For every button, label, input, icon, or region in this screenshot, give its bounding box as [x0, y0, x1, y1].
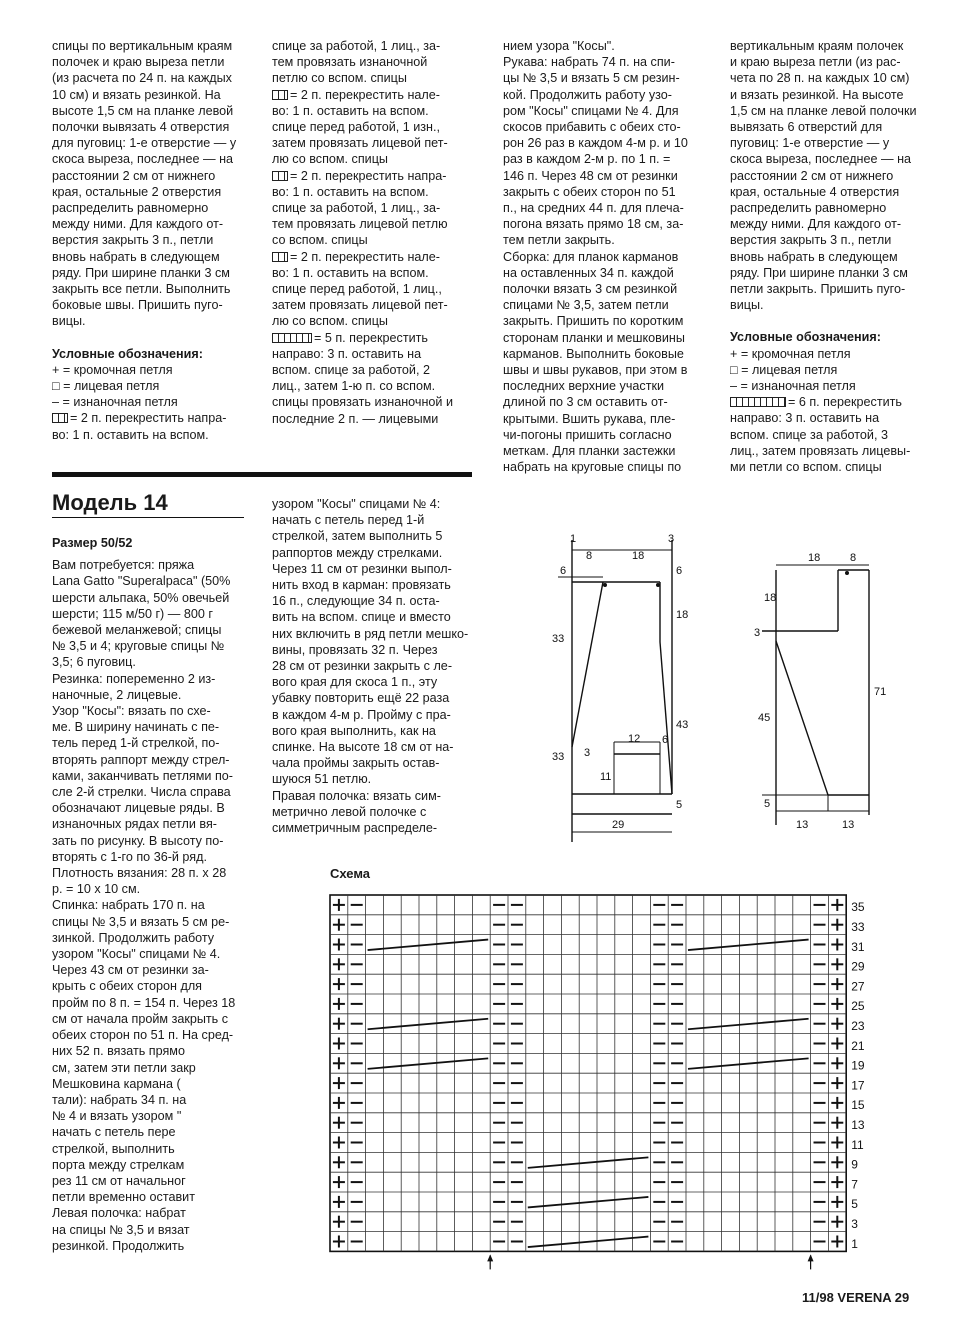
row-number: 3	[851, 1217, 858, 1232]
text-line: р. = 10 x 10 см.	[52, 882, 141, 897]
text-line: крытыми. Вшить рукава, пле-	[503, 411, 676, 426]
text-line: длиной по 3 см оставить от-	[503, 395, 668, 410]
text-line: метрично левой полочке с	[272, 804, 427, 819]
model-col-2	[272, 496, 472, 836]
text-line: 146 п. Через 48 см от резинки	[503, 168, 678, 183]
top-col-4	[730, 38, 932, 475]
text-line: меткам. Для планки застежки	[503, 444, 676, 459]
top-col-2	[272, 38, 474, 427]
text-line: + = кромочная петля	[52, 362, 173, 377]
text-line: боковые швы. Пришить пуго-	[52, 298, 223, 313]
text-line: вспом. спице за работой, 2	[272, 363, 430, 378]
text-line: последние 2 п. — лицевыми	[272, 411, 439, 426]
text-line: верстия закрыть 3 п., петли	[730, 233, 892, 248]
text-line: скоса выреза, последнее — на	[730, 152, 912, 167]
text-line: шуюся 51 петлю.	[272, 772, 372, 787]
row-number: 21	[851, 1038, 865, 1053]
model-col-1	[52, 535, 248, 1275]
text-line: № 3,5 и 4; круговые спицы №	[52, 639, 225, 654]
row-number: 11	[851, 1137, 864, 1152]
text-line: них 52 п. вязать прямо	[52, 1044, 185, 1059]
text-line: (из расчета по 24 п. на каждых	[52, 71, 232, 86]
text-line: петли временно оставит	[52, 1190, 195, 1205]
text-line: закрыть с обеих сторон по 51	[503, 184, 676, 199]
cable-symbol-icon	[272, 90, 288, 100]
title-underline	[52, 517, 244, 518]
text-line: вины, провязать 32 п. Через	[272, 642, 438, 657]
cable-symbol-icon	[272, 171, 288, 181]
front-label: 29	[612, 819, 625, 831]
top-col-3	[503, 38, 705, 475]
text-line: верстия закрыть 3 п., петли	[52, 233, 214, 248]
text-line: пуговиц: 1-е отверстие — у	[730, 136, 890, 151]
row-number: 5	[851, 1197, 858, 1212]
text-line: начать с петель пере	[52, 1125, 176, 1140]
front-label: 43	[676, 719, 689, 731]
text-line: Lana Gatto "Superalpaca" (50%	[52, 574, 231, 589]
text-line: + = кромочная петля	[730, 346, 851, 361]
text-line: полочки вывязать 4 отверстия	[52, 120, 230, 135]
text-line: последних верхние участки	[503, 379, 665, 394]
knitting-chart	[328, 893, 928, 1278]
cable-symbol-icon	[272, 252, 288, 262]
text-line: затем провязать лицевой пет-	[272, 298, 448, 313]
row-number: 25	[851, 999, 865, 1014]
front-label: 6	[560, 565, 567, 577]
text-line: кой. Продолжить работу узо-	[503, 87, 672, 102]
text-line: спице за работой, 1 лиц., за-	[272, 201, 441, 216]
text-line: между ними. Для каждого от-	[52, 217, 224, 232]
cable-symbol-icon	[52, 413, 68, 423]
text-line: сторонам планки и мешковины	[503, 330, 685, 345]
text-line: края, остальные 2 отверстия	[52, 184, 222, 199]
text-line: направо: 3 п. оставить на	[272, 346, 422, 361]
text-line: спице за работой, 1 лиц., за-	[272, 39, 441, 53]
text-line: Рукава: набрать 74 п. на спи-	[503, 55, 675, 70]
text-line: между ними. Для каждого от-	[730, 217, 902, 232]
text-line: Через 11 см от резинки выпол-	[272, 561, 452, 576]
sleeve-label: 18	[808, 552, 821, 564]
text-line: них включить в ряд петли мешко-	[272, 626, 469, 641]
text-line: лиц., затем 1-ю п. со вспом.	[272, 379, 436, 394]
text-line: расстоянии 2 см от нижнего	[730, 168, 894, 183]
text-line: скоса выреза, последнее — на	[52, 152, 234, 167]
row-number: 7	[851, 1177, 858, 1192]
text-line: = 6 п. перекрестить	[730, 394, 932, 410]
text-line: чета по 28 п. на каждых 10 см)	[730, 71, 910, 86]
text-line: скосов прибавить с обеих сто-	[503, 120, 681, 135]
text-line: спинке. На высоте 18 см от на-	[272, 740, 454, 755]
front-label: 8	[586, 550, 593, 562]
text-line: резинкой. Продолжить	[52, 1238, 185, 1253]
text-line: во: 1 п. оставить на вспом.	[52, 427, 209, 442]
text-line: закрыть все петли. Выполнить	[52, 282, 231, 297]
text-line: набрать на круговые спицы по	[503, 460, 682, 475]
text-line: = 2 п. перекрестить напра-	[272, 168, 474, 184]
text-line: направо: 3 п. оставить на	[730, 411, 880, 426]
text-line: □ = лицевая петля	[730, 362, 838, 377]
text-line: расстоянии 2 см от нижнего	[52, 168, 216, 183]
sleeve-label: 13	[842, 819, 855, 831]
text-line: спице перед работой, 1 изн.,	[272, 120, 441, 135]
text-line: петлю со вспом. спицы	[272, 71, 407, 86]
text-line: швы и швы рукавов, при этом в	[503, 363, 688, 378]
text-line: – = изнаночная петля	[730, 379, 856, 394]
text-line: Левая полочка: набрат	[52, 1206, 186, 1221]
text-line: ками, заканчивать петлями по-	[52, 768, 233, 783]
row-number: 9	[851, 1157, 858, 1172]
text-line: узором "Косы" спицами № 4.	[52, 947, 221, 962]
text-line: см от начала пройм закрыть с	[52, 1011, 229, 1026]
text-line: пройм по 8 п. = 154 п. Через 18	[52, 995, 236, 1010]
text-line: вертикальным краям полочек	[730, 39, 904, 53]
text-line: вывязать 6 отверстий для	[730, 120, 883, 135]
front-label: 33	[552, 751, 565, 763]
text-line: стрелкой, выполнить	[52, 1141, 175, 1156]
model-title: Модель 14	[52, 490, 168, 515]
cable-symbol-icon	[272, 333, 312, 343]
text-line: тем провязать изнаночной	[272, 55, 428, 70]
text-line: вновь набрать в следующем	[730, 249, 898, 264]
text-line: петли закрыть. Пришить пуго-	[730, 282, 906, 297]
row-number: 27	[851, 979, 865, 994]
text-line: вицы.	[730, 298, 764, 313]
front-label: 6	[676, 565, 683, 577]
text-line: см, затем эти петли закр	[52, 1060, 196, 1075]
row-number: 29	[851, 959, 865, 974]
text-line: вспом. спице за работой, 3	[730, 427, 888, 442]
text-line: сле 2-й стрелки. Числа справа	[52, 785, 231, 800]
text-line: порта между стрелкам	[52, 1157, 185, 1172]
text-line: 3,5; 6 пуговиц.	[52, 655, 136, 670]
text-line: во: 1 п. оставить на вспом.	[272, 184, 429, 199]
model-size: Размер 50/52	[52, 536, 133, 550]
text-line: нием узора "Косы".	[503, 39, 615, 53]
text-line: во: 1 п. оставить на вспом.	[272, 103, 429, 118]
row-number: 19	[851, 1058, 865, 1073]
text-line: цы № 3,5 и вязать 5 см резин-	[503, 71, 680, 86]
text-line: лиц., затем провязать лицевы-	[730, 443, 911, 458]
sleeve-label: 8	[850, 552, 857, 564]
text-line: рез 11 см от начальног	[52, 1173, 186, 1188]
sleeve-label: 3	[754, 627, 761, 639]
text-line: Мешковина кармана (	[52, 1076, 181, 1091]
text-line: ме. В ширину начинать с пе-	[52, 720, 220, 735]
text-line: Узор "Косы": вязать по схе-	[52, 704, 211, 719]
text-line: ряду. При ширине планки 3 см	[52, 265, 230, 280]
text-line: 16 п., следующие 34 п. оста-	[272, 594, 440, 609]
front-pattern-diagram	[548, 532, 708, 852]
text-line: Через 43 см от резинки за-	[52, 963, 209, 978]
text-line: спицы по вертикальным краям	[52, 39, 233, 53]
text-line: п., на средних 44 п. для плеча-	[503, 201, 684, 216]
text-line: ряду. При ширине планки 3 см	[730, 265, 908, 280]
text-line: раз в каждом 2-м р. по 1 п. =	[503, 152, 671, 167]
text-line: со вспом. спицы	[272, 233, 368, 248]
front-label: 5	[676, 799, 683, 811]
text-line: полочек и краю выреза петли	[52, 55, 225, 70]
text-line: зать по рисунку. В высоту по-	[52, 833, 224, 848]
text-line: – = изнаночная петля	[52, 395, 178, 410]
text-line: = 2 п. перекрестить нале-	[272, 249, 474, 265]
text-line: края, остальные 4 отверстия	[730, 184, 900, 199]
text-line: шерсти альпака, 50% овечьей	[52, 590, 230, 605]
row-number: 17	[851, 1078, 865, 1093]
text-line: спицы провязать изнаночной и	[272, 395, 453, 410]
text-line: и вязать резинкой. На высоте	[730, 87, 904, 102]
text-line: убавку повторить ещё 22 раза	[272, 691, 450, 706]
row-number: 1	[851, 1236, 858, 1251]
text-line: полочки вязать 3 см резинкой	[503, 282, 678, 297]
front-label: 18	[632, 550, 645, 562]
text-line: = 5 п. перекрестить	[272, 330, 474, 346]
text-line: = 2 п. перекрестить нале-	[272, 87, 474, 103]
text-line: Вам потребуется: пряжа	[52, 558, 195, 573]
text-line: погона вязать прямо 18 см, за-	[503, 217, 684, 232]
front-label: 33	[552, 633, 565, 645]
text-line: вить на вспом. спице и вместо	[272, 610, 451, 625]
front-label: 11	[600, 771, 612, 783]
text-line: рон 26 раз в каждом 4-м р. и 10	[503, 136, 688, 151]
text-line: шерсти; 115 м/50 г) — 800 г	[52, 606, 213, 621]
legend-title-1: Условные обозначения:	[52, 346, 203, 361]
sleeve-label: 13	[796, 819, 809, 831]
chart-title: Схема	[330, 866, 371, 881]
text-line: в каждом 4-м р. Пройму с пра-	[272, 707, 451, 722]
text-line: вицы.	[52, 314, 86, 329]
text-line: нить вход в карман: провязать	[272, 578, 451, 593]
text-line: спице перед работой, 1 лиц.,	[272, 282, 442, 297]
page-footer: 11/98 VERENA 29	[802, 1290, 910, 1305]
text-line: бежевой меланжевой; спицы	[52, 623, 222, 638]
text-line: 28 см от резинки закрыть с ле-	[272, 659, 453, 674]
text-line: во: 1 п. оставить на вспом.	[272, 265, 429, 280]
sleeve-label: 45	[758, 712, 771, 724]
text-line: узором "Косы" спицами № 4:	[272, 497, 441, 511]
section-rule	[52, 472, 472, 477]
sleeve-label: 18	[764, 592, 777, 604]
text-line: вого края для скоса 1 п., эту	[272, 675, 438, 690]
text-line: спицами № 3,5, затем петли	[503, 298, 669, 313]
text-line: распределить равномерно	[730, 201, 887, 216]
text-line: вторять раппорт между стрел-	[52, 752, 230, 767]
text-line: начать с петель перед 1-й	[272, 513, 425, 528]
text-line: высоте 1,5 см на планке левой	[52, 103, 234, 118]
sleeve-label: 71	[874, 686, 887, 698]
text-line: тем провязать лицевой петлю	[272, 217, 448, 232]
row-number: 35	[851, 900, 865, 915]
sleeve-label: 5	[764, 798, 771, 810]
text-line: тем петли закрыть.	[503, 233, 615, 248]
text-line: Спинка: набрать 170 п. на	[52, 898, 205, 913]
text-line: 1,5 см на планке левой полочки	[730, 103, 917, 118]
text-line: стрелкой, затем выполнить 5	[272, 529, 443, 544]
text-line: крыть с обеих сторон для	[52, 979, 203, 994]
text-line: вторять с 1-го по 36-й ряд.	[52, 849, 207, 864]
text-line: ми петли со вспом. спицы	[730, 460, 882, 475]
text-line: закрыть. Пришить по коротким	[503, 314, 684, 329]
text-line: тали): набрать 34 п. на	[52, 1092, 187, 1107]
text-line: карманов. Выполнить боковые	[503, 346, 684, 361]
front-label: 1	[570, 533, 577, 545]
front-label: 3	[668, 533, 675, 545]
text-line: = 2 п. перекрестить напра-	[52, 410, 252, 426]
text-line: зинкой. Продолжить работу	[52, 930, 215, 945]
text-line: □ = лицевая петля	[52, 379, 160, 394]
sleeve-pattern-diagram	[752, 545, 892, 835]
front-label: 3	[584, 747, 591, 759]
cable-symbol-icon	[730, 397, 786, 407]
text-line: спицы № 3,5 и вязать 5 см ре-	[52, 914, 230, 929]
text-line: обозначают лицевые ряды. В	[52, 801, 225, 816]
top-col-1	[52, 38, 252, 443]
text-line: на оставленных 34 п. каждой	[503, 265, 674, 280]
text-line: чала проймы закрыть остав-	[272, 756, 440, 771]
text-line: наночные, 2 лицевые.	[52, 687, 182, 702]
text-line: симметричным распределе-	[272, 821, 438, 836]
text-line: Плотность вязания: 28 п. x 28	[52, 866, 227, 881]
text-line: на спицы № 3,5 и вязат	[52, 1222, 190, 1237]
front-label: 18	[676, 609, 689, 621]
text-line: обеих сторон по 51 п. На сред-	[52, 1028, 234, 1043]
legend-title-4: Условные обозначения:	[730, 330, 881, 345]
text-line: чи-погоны пришить согласно	[503, 427, 672, 442]
row-number: 33	[851, 920, 865, 935]
text-line: раппортов между стрелками.	[272, 545, 443, 560]
row-number: 15	[851, 1098, 865, 1113]
text-line: вого края выполнить, как на	[272, 723, 436, 738]
row-number: 23	[851, 1019, 865, 1034]
text-line: Правая полочка: вязать сим-	[272, 788, 441, 803]
text-line: Резинка: попеременно 2 из-	[52, 671, 216, 686]
text-line: тель перед 1-й стрелкой, по-	[52, 736, 220, 751]
text-line: затем провязать лицевой пет-	[272, 136, 448, 151]
row-number: 13	[851, 1118, 865, 1133]
text-line: и краю выреза петли (из рас-	[730, 55, 901, 70]
text-line: распределить равномерно	[52, 201, 209, 216]
front-label: 6	[662, 734, 669, 746]
text-line: ром "Косы" спицами № 4. Для	[503, 103, 679, 118]
text-line: 10 см) и вязать резинкой. На	[52, 87, 221, 102]
text-line: изнаночных рядах петли вя-	[52, 817, 217, 832]
text-line: Сборка: для планок карманов	[503, 249, 679, 264]
text-line: лю со вспом. спицы	[272, 152, 388, 167]
text-line: № 4 и вязать узором "	[52, 1109, 182, 1124]
text-line: для пуговиц: 1-е отверстие — у	[52, 136, 237, 151]
row-number: 31	[851, 939, 865, 954]
text-line: лю со вспом. спицы	[272, 314, 388, 329]
front-label: 12	[628, 733, 641, 745]
text-line: вновь набрать в следующем	[52, 249, 220, 264]
